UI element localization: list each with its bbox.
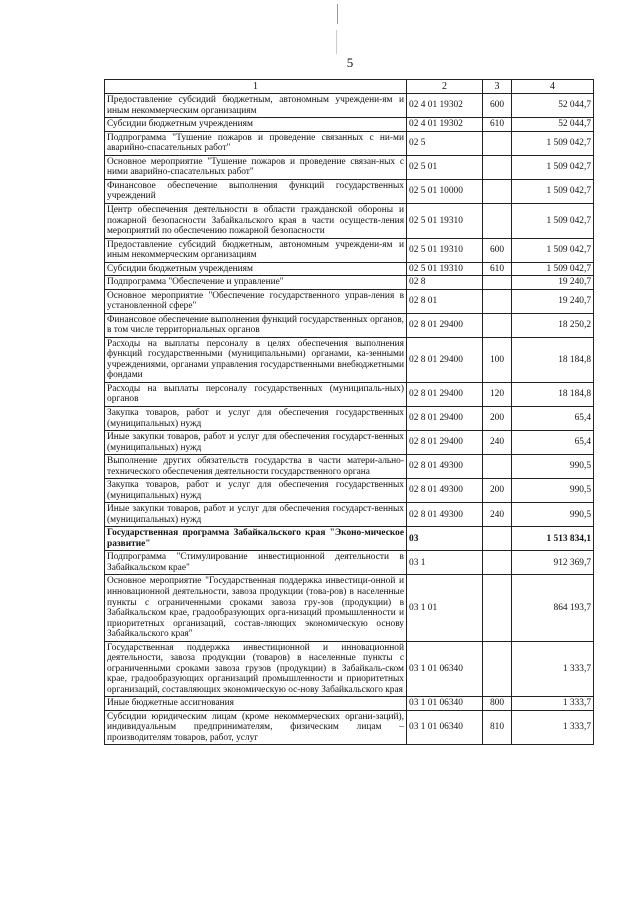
table-row xyxy=(105,407,594,431)
row-code: 03 1 01 06340 xyxy=(407,710,483,745)
row-type: 200 xyxy=(483,479,512,503)
row-name: Иные бюджетные ассигнования xyxy=(105,697,407,711)
row-code: 02 5 01 19310 xyxy=(407,262,483,276)
row-name: Подпрограмма "Стимулирование инвестиционной деятельности в Забайкальском крае" xyxy=(105,551,407,575)
row-type xyxy=(483,455,512,479)
row-name: Основное мероприятие "Обеспечение государственного управ-ления в установленной сфере" xyxy=(105,289,407,313)
scan-mark-center xyxy=(336,30,337,54)
row-name: Предоставление субсидий бюджетным, автономным учреждени-ям и иным некоммерческим организациям xyxy=(105,94,407,118)
table-row xyxy=(105,155,594,179)
row-type xyxy=(483,313,512,337)
row-amount: 19 240,7 xyxy=(512,289,594,313)
row-name: Финансовое обеспечение выполнения функций государственных учреждений xyxy=(105,179,407,203)
row-type xyxy=(483,575,512,641)
row-name: Расходы на выплаты персоналу государственных (муниципаль-ных) органов xyxy=(105,382,407,406)
row-name: Предоставление субсидий бюджетным, автономным учреждени-ям и иным некоммерческим организациям xyxy=(105,238,407,262)
row-amount: 1 333,7 xyxy=(512,697,594,711)
row-amount: 18 250,2 xyxy=(512,313,594,337)
table-row xyxy=(105,710,594,745)
row-name: Центр обеспечения деятельности в области гражданской обороны и пожарной безопасности Забайкальского края в части осуществ-ления мероприятий по обеспечению пожарной безопасности xyxy=(105,203,407,238)
row-code: 02 8 xyxy=(407,276,483,290)
row-type xyxy=(483,551,512,575)
row-type: 120 xyxy=(483,382,512,406)
table-row xyxy=(105,118,594,132)
row-type: 240 xyxy=(483,503,512,527)
row-amount: 1 333,7 xyxy=(512,710,594,745)
row-name: Субсидии бюджетным учреждениям xyxy=(105,262,407,276)
row-type: 200 xyxy=(483,407,512,431)
row-amount: 1 509 042,7 xyxy=(512,179,594,203)
row-amount: 18 184,8 xyxy=(512,337,594,382)
row-type: 810 xyxy=(483,710,512,745)
table-row xyxy=(105,551,594,575)
row-code: 02 8 01 29400 xyxy=(407,407,483,431)
header-col-4: 4 xyxy=(512,80,594,94)
row-type xyxy=(483,131,512,155)
page-number: 5 xyxy=(346,55,354,70)
row-name: Основное мероприятие "Тушение пожаров и проведение связан-ных с ними аварийно-спасательных работ" xyxy=(105,155,407,179)
table-row xyxy=(105,575,594,641)
row-amount: 1 509 042,7 xyxy=(512,262,594,276)
row-code: 03 xyxy=(407,527,483,551)
row-code: 02 8 01 49300 xyxy=(407,479,483,503)
table-header-row xyxy=(105,80,594,94)
row-code: 03 1 01 06340 xyxy=(407,641,483,697)
row-type: 240 xyxy=(483,431,512,455)
row-amount: 18 184,8 xyxy=(512,382,594,406)
row-amount: 1 509 042,7 xyxy=(512,155,594,179)
table-row xyxy=(105,697,594,711)
header-col-1: 1 xyxy=(105,80,407,94)
row-code: 02 4 01 19302 xyxy=(407,94,483,118)
budget-table xyxy=(104,79,594,745)
row-type xyxy=(483,289,512,313)
header-col-2: 2 xyxy=(407,80,483,94)
row-code: 02 8 01 29400 xyxy=(407,337,483,382)
row-amount: 19 240,7 xyxy=(512,276,594,290)
header-col-3: 3 xyxy=(483,80,512,94)
row-type xyxy=(483,276,512,290)
row-code: 02 5 01 19310 xyxy=(407,203,483,238)
row-amount: 52 044,7 xyxy=(512,94,594,118)
row-amount: 990,5 xyxy=(512,455,594,479)
table-row xyxy=(105,276,594,290)
row-code: 03 1 xyxy=(407,551,483,575)
row-amount: 990,5 xyxy=(512,479,594,503)
row-code: 02 4 01 19302 xyxy=(407,118,483,132)
row-code: 02 5 xyxy=(407,131,483,155)
row-name: Закупка товаров, работ и услуг для обеспечения государственных (муниципальных) нужд xyxy=(105,479,407,503)
row-code: 02 8 01 49300 xyxy=(407,455,483,479)
row-name: Расходы на выплаты персоналу в целях обеспечения выполнения функций государственными (муниципальными) органами, ка-зенными учреждениями, органами управления государственными внебюджетными фондами xyxy=(105,337,407,382)
row-name: Государственная поддержка инвестиционной и инновационной деятельности, завоза продукции (товаров) в населенные пункты с ограниченными сроками завоза грузов (продукции) в Забайкаль-ском крае, градообразующих организаций промышленности и приоритетных организаций, составляющих экономическую ос-нову Забайкальского края xyxy=(105,641,407,697)
row-type xyxy=(483,641,512,697)
row-amount: 864 193,7 xyxy=(512,575,594,641)
table-row xyxy=(105,337,594,382)
row-code: 02 8 01 29400 xyxy=(407,313,483,337)
row-type xyxy=(483,155,512,179)
row-code: 02 5 01 10000 xyxy=(407,179,483,203)
row-name: Государственная программа Забайкальского края "Эконо-мическое развитие" xyxy=(105,527,407,551)
row-code: 02 8 01 xyxy=(407,289,483,313)
row-code: 02 5 01 19310 xyxy=(407,238,483,262)
table-row xyxy=(105,262,594,276)
table-row xyxy=(105,131,594,155)
table-row xyxy=(105,382,594,406)
row-type xyxy=(483,527,512,551)
row-code: 03 1 01 xyxy=(407,575,483,641)
row-amount: 912 369,7 xyxy=(512,551,594,575)
row-amount: 1 509 042,7 xyxy=(512,131,594,155)
row-code: 02 8 01 29400 xyxy=(407,382,483,406)
table-row xyxy=(105,503,594,527)
table-row xyxy=(105,479,594,503)
row-name: Закупка товаров, работ и услуг для обеспечения государственных (муниципальных) нужд xyxy=(105,407,407,431)
row-name: Иные закупки товаров, работ и услуг для обеспечения государст-венных (муниципальных) нужд xyxy=(105,431,407,455)
row-type xyxy=(483,203,512,238)
table-row xyxy=(105,431,594,455)
row-amount: 1 333,7 xyxy=(512,641,594,697)
row-amount: 65,4 xyxy=(512,431,594,455)
row-name: Основное мероприятие "Государственная поддержка инвестици-онной и инновационной деятельности, завоза продукции (това-ров) в населенные пункты с ограниченными сроками завоза гру-зов (продукции) в Забайкальском крае, градообразующих орга-низаций промышленности и приоритетных организаций, состав-ляющих экономическую основу Забайкальского края" xyxy=(105,575,407,641)
row-code: 02 5 01 xyxy=(407,155,483,179)
row-name: Субсидии юридическим лицам (кроме некоммерческих органи-заций), индивидуальным предпринимателям, физическим лицам – производителям товаров, работ, услуг xyxy=(105,710,407,745)
table-row xyxy=(105,289,594,313)
row-type: 610 xyxy=(483,118,512,132)
table-row xyxy=(105,455,594,479)
table-row xyxy=(105,238,594,262)
row-amount: 65,4 xyxy=(512,407,594,431)
row-type xyxy=(483,179,512,203)
row-type: 600 xyxy=(483,238,512,262)
row-amount: 1 509 042,7 xyxy=(512,203,594,238)
row-type: 610 xyxy=(483,262,512,276)
row-name: Финансовое обеспечение выполнения функций государственных органов, в том числе территориальных органов xyxy=(105,313,407,337)
row-code: 03 1 01 06340 xyxy=(407,697,483,711)
row-name: Подпрограмма "Обеспечение и управление" xyxy=(105,276,407,290)
row-amount: 990,5 xyxy=(512,503,594,527)
table-row xyxy=(105,641,594,697)
row-amount: 1 513 834,1 xyxy=(512,527,594,551)
row-name: Иные закупки товаров, работ и услуг для обеспечения государст-венных (муниципальных) нужд xyxy=(105,503,407,527)
scan-mark-top xyxy=(337,4,338,24)
row-type: 600 xyxy=(483,94,512,118)
row-type: 800 xyxy=(483,697,512,711)
row-amount: 52 044,7 xyxy=(512,118,594,132)
table-body xyxy=(105,94,594,745)
row-name: Выполнение других обязательств государства в части матери-ально-технического обеспечения деятельности государственного органа xyxy=(105,455,407,479)
table-row xyxy=(105,313,594,337)
row-name: Субсидии бюджетным учреждениям xyxy=(105,118,407,132)
table-row xyxy=(105,203,594,238)
table-row xyxy=(105,179,594,203)
row-code: 02 8 01 29400 xyxy=(407,431,483,455)
row-type: 100 xyxy=(483,337,512,382)
row-amount: 1 509 042,7 xyxy=(512,238,594,262)
row-code: 02 8 01 49300 xyxy=(407,503,483,527)
row-name: Подпрограмма "Тушение пожаров и проведение связанных с ни-ми аварийно-спасательных работ" xyxy=(105,131,407,155)
table-row xyxy=(105,94,594,118)
table-row xyxy=(105,527,594,551)
